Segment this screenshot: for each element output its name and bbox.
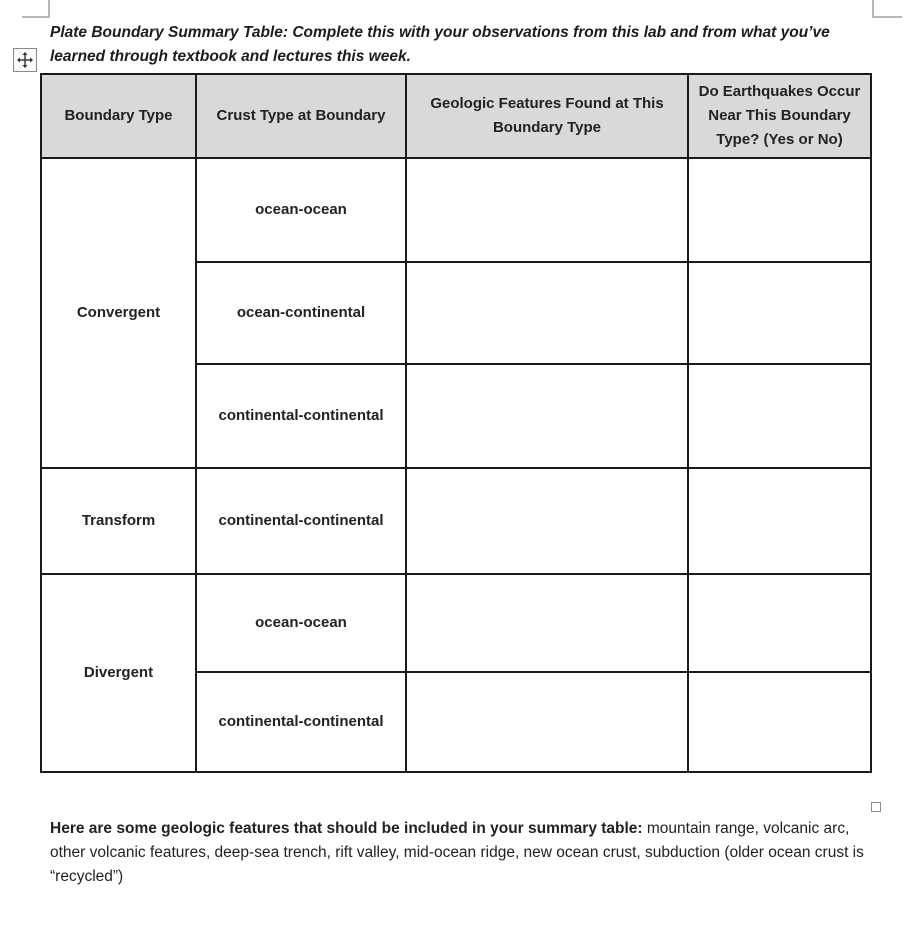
table-header-row — [41, 74, 871, 158]
features-answer-cell[interactable] — [406, 672, 688, 772]
boundary-convergent: Convergent — [41, 158, 196, 468]
table-move-handle-icon[interactable] — [13, 48, 37, 72]
features-answer-cell[interactable] — [406, 158, 688, 262]
earthquakes-answer-cell[interactable] — [688, 574, 871, 672]
move-arrows-icon — [16, 51, 34, 69]
header-earthquakes: Do Earthquakes Occur Near This Boundary Type? (Yes or No) — [688, 74, 871, 158]
crust-cell: ocean-ocean — [196, 158, 406, 262]
crust-cell: continental-continental — [196, 364, 406, 468]
page-corner-mark-left — [22, 0, 50, 18]
note-bold-lead: Here are some geologic features that should be included in your summary table: — [50, 820, 643, 837]
features-answer-cell[interactable] — [406, 574, 688, 672]
header-boundary-type: Boundary Type — [41, 74, 196, 158]
header-geologic-features: Geologic Features Found at This Boundary Type — [406, 74, 688, 158]
note-feature-list: mountain range, volcanic arc, other volcanic features, deep-sea trench, rift valley, mid-ocean ridge, new ocean crust, subduction (older ocean crust is “recycled”) — [50, 820, 864, 885]
heading-line-1: Plate Boundary Summary Table: Complete this with your observations from this lab and from what you’ve — [50, 24, 830, 41]
earthquakes-answer-cell[interactable] — [688, 158, 871, 262]
earthquakes-answer-cell[interactable] — [688, 262, 871, 364]
boundary-divergent: Divergent — [41, 574, 196, 772]
heading-line-2: learned through textbook and lectures this week. — [50, 48, 411, 65]
geologic-features-note — [50, 817, 870, 889]
features-answer-cell[interactable] — [406, 468, 688, 574]
table-row — [41, 158, 871, 262]
table-instructions-heading — [50, 21, 870, 69]
boundary-transform: Transform — [41, 468, 196, 574]
table-row — [41, 468, 871, 574]
features-answer-cell[interactable] — [406, 364, 688, 468]
earthquakes-answer-cell[interactable] — [688, 364, 871, 468]
features-answer-cell[interactable] — [406, 262, 688, 364]
header-crust-type: Crust Type at Boundary — [196, 74, 406, 158]
plate-boundary-summary-table — [40, 73, 872, 773]
table-row — [41, 574, 871, 672]
earthquakes-answer-cell[interactable] — [688, 672, 871, 772]
crust-cell: ocean-continental — [196, 262, 406, 364]
table-resize-handle[interactable] — [871, 802, 881, 812]
crust-cell: continental-continental — [196, 468, 406, 574]
earthquakes-answer-cell[interactable] — [688, 468, 871, 574]
page-corner-mark-right — [872, 0, 902, 18]
crust-cell: continental-continental — [196, 672, 406, 772]
crust-cell: ocean-ocean — [196, 574, 406, 672]
